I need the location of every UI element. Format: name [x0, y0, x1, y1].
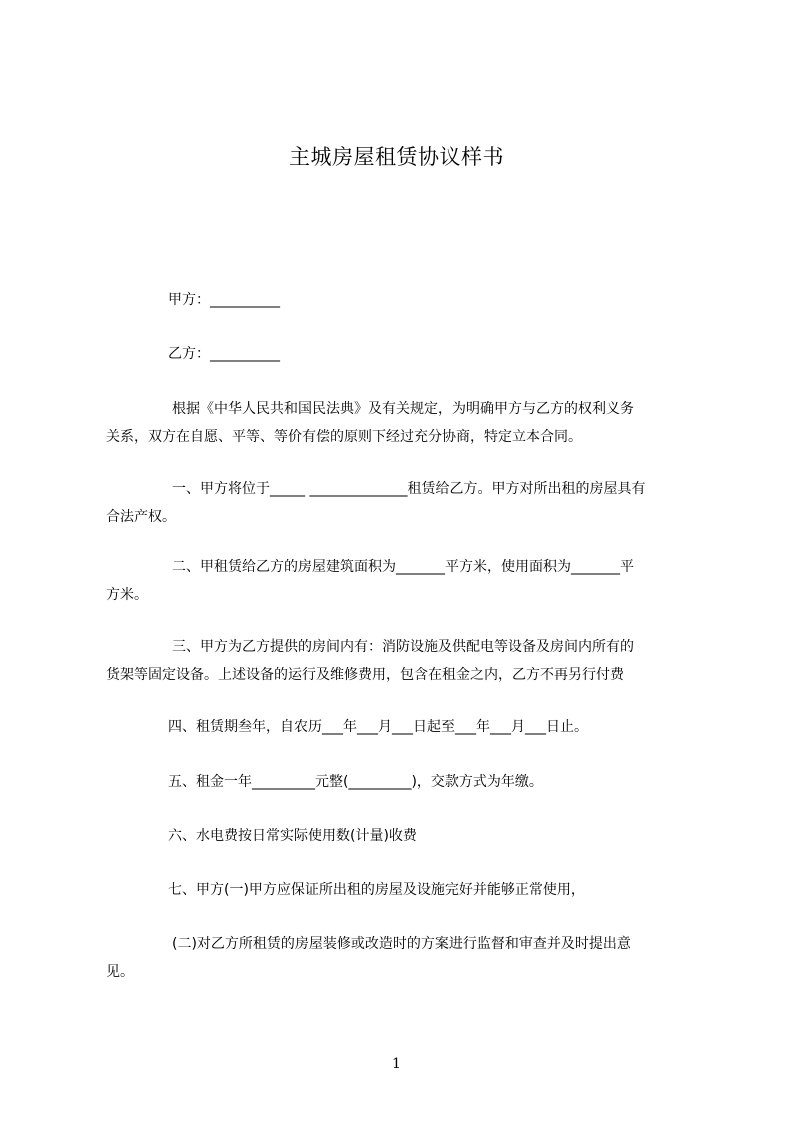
clause-7-2-line: 见。 [106, 964, 134, 980]
preamble-paragraph [106, 395, 700, 451]
preamble-line: 根据《中华人民共和国民法典》及有关规定，为明确甲方与乙方的权利义务 [172, 401, 634, 417]
clause-1-line: 合法产权。 [106, 509, 176, 525]
clause-3-paragraph [106, 633, 700, 689]
clause-2-paragraph [106, 553, 700, 609]
clause-6-line: 六、水电费按日常实际使用数(计量)收费 [168, 828, 417, 844]
page-number: 1 [392, 1056, 401, 1072]
party-a-line: 甲方：__________ [168, 292, 280, 308]
clause-5-line: 五、租金一年_________元整(_________)，交款方式为年缴。 [168, 774, 543, 790]
clause-4-line: 四、租赁期叁年，自农历___年___月___日起至___年___月___日止。 [168, 719, 588, 735]
clause-7-2-line: (二)对乙方所租赁的房屋装修或改造时的方案进行监督和审查并及时提出意 [172, 936, 631, 952]
clause-3-line: 三、甲方为乙方提供的房间内有：消防设施及供配电等设备及房间内所有的 [172, 639, 634, 655]
clause-2-line: 二、甲租赁给乙方的房屋建筑面积为_______平方米，使用面积为_______平 [172, 559, 634, 575]
clause-1-line: 一、甲方将位于_____ ______________租赁给乙方。甲方对所出租的房屋具有 [172, 481, 646, 497]
clause-3-line: 货架等固定设备。上述设备的运行及维修费用，包含在租金之内，乙方不再另行付费 [106, 667, 624, 683]
party-b-line: 乙方：__________ [168, 346, 280, 362]
clause-2-line: 方米。 [106, 587, 148, 603]
clause-7-line: 七、甲方(一)甲方应保证所出租的房屋及设施完好并能够正常使用， [168, 882, 585, 898]
document-title: 主城房屋租赁协议样书 [289, 145, 504, 169]
preamble-line: 关系，双方在自愿、平等、等价有偿的原则下经过充分协商，特定立本合同。 [106, 429, 582, 445]
clause-1-paragraph [106, 475, 700, 531]
clause-7-2-paragraph [106, 930, 700, 986]
